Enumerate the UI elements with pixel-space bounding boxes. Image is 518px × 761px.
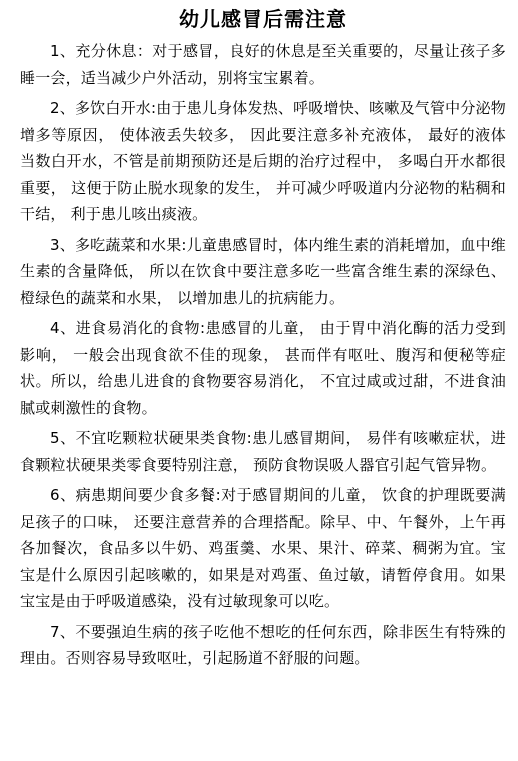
- paragraph-6-small-meals: 6、病患期间要少食多餐:对于感冒期间的儿童， 饮食的护理既要满足孩子的口味， 还要注意营养的合理搭配。除早、中、午餐外，上午再各加餐次，食品多以牛奶、鸡蛋羹、水果、果汁、碎菜、稠粥为宜。宝宝是什么原因引起咳嗽的，如果是对鸡蛋、鱼过敏，请暂停食用。如果宝宝是由于呼吸道感染，没有过敏现象可以吃。: [20, 486, 506, 610]
- paragraph-3-vegetables: 3、多吃蔬菜和水果:儿童患感冒时，体内维生素的消耗增加，血中维生素的含量降低， 所以在饮食中要注意多吃一些富含维生素的深绿色、橙绿色的蔬菜和水果， 以增加患儿的抗病能力。: [20, 235, 506, 307]
- paragraph-1-rest: 1、充分休息：对于感冒，良好的休息是至关重要的，尽量让孩子多睡一会，适当减少户外活动，别将宝宝累着。: [20, 42, 506, 87]
- paragraph-7-no-forcing: 7、不要强迫生病的孩子吃他不想吃的任何东西，除非医生有特殊的理由。否则容易导致呕吐，引起肠道不舒服的问题。: [20, 622, 506, 667]
- paragraph-2-water: 2、多饮白开水:由于患儿身体发热、呼吸增快、咳嗽及气管中分泌物增多等原因， 使体液丢失较多， 因此要注意多补充液体， 最好的液体当数白开水，不管是前期预防还是后期的治疗过程中， 多喝白开水都很重要， 这便于防止脱水现象的发生， 并可减少呼吸道内分泌物的粘稠和干结， 利于患儿咳出痰液。: [20, 99, 506, 223]
- paragraph-5-no-nuts: 5、不宜吃颗粒状硬果类食物:患儿感冒期间， 易伴有咳嗽症状，进食颗粒状硬果类零食要特别注意， 预防食物误吸人器官引起气管异物。: [20, 429, 506, 474]
- paragraph-4-digestible-food: 4、进食易消化的食物:患感冒的儿童， 由于胃中消化酶的活力受到影响， 一般会出现食欲不佳的现象， 甚而伴有呕吐、腹泻和便秘等症状。所以，给患儿进食的食物要容易消化， 不宜过咸或过甜，不进食油腻或刺激性的食物。: [20, 319, 506, 417]
- document-title: 幼儿感冒后需注意: [179, 7, 347, 31]
